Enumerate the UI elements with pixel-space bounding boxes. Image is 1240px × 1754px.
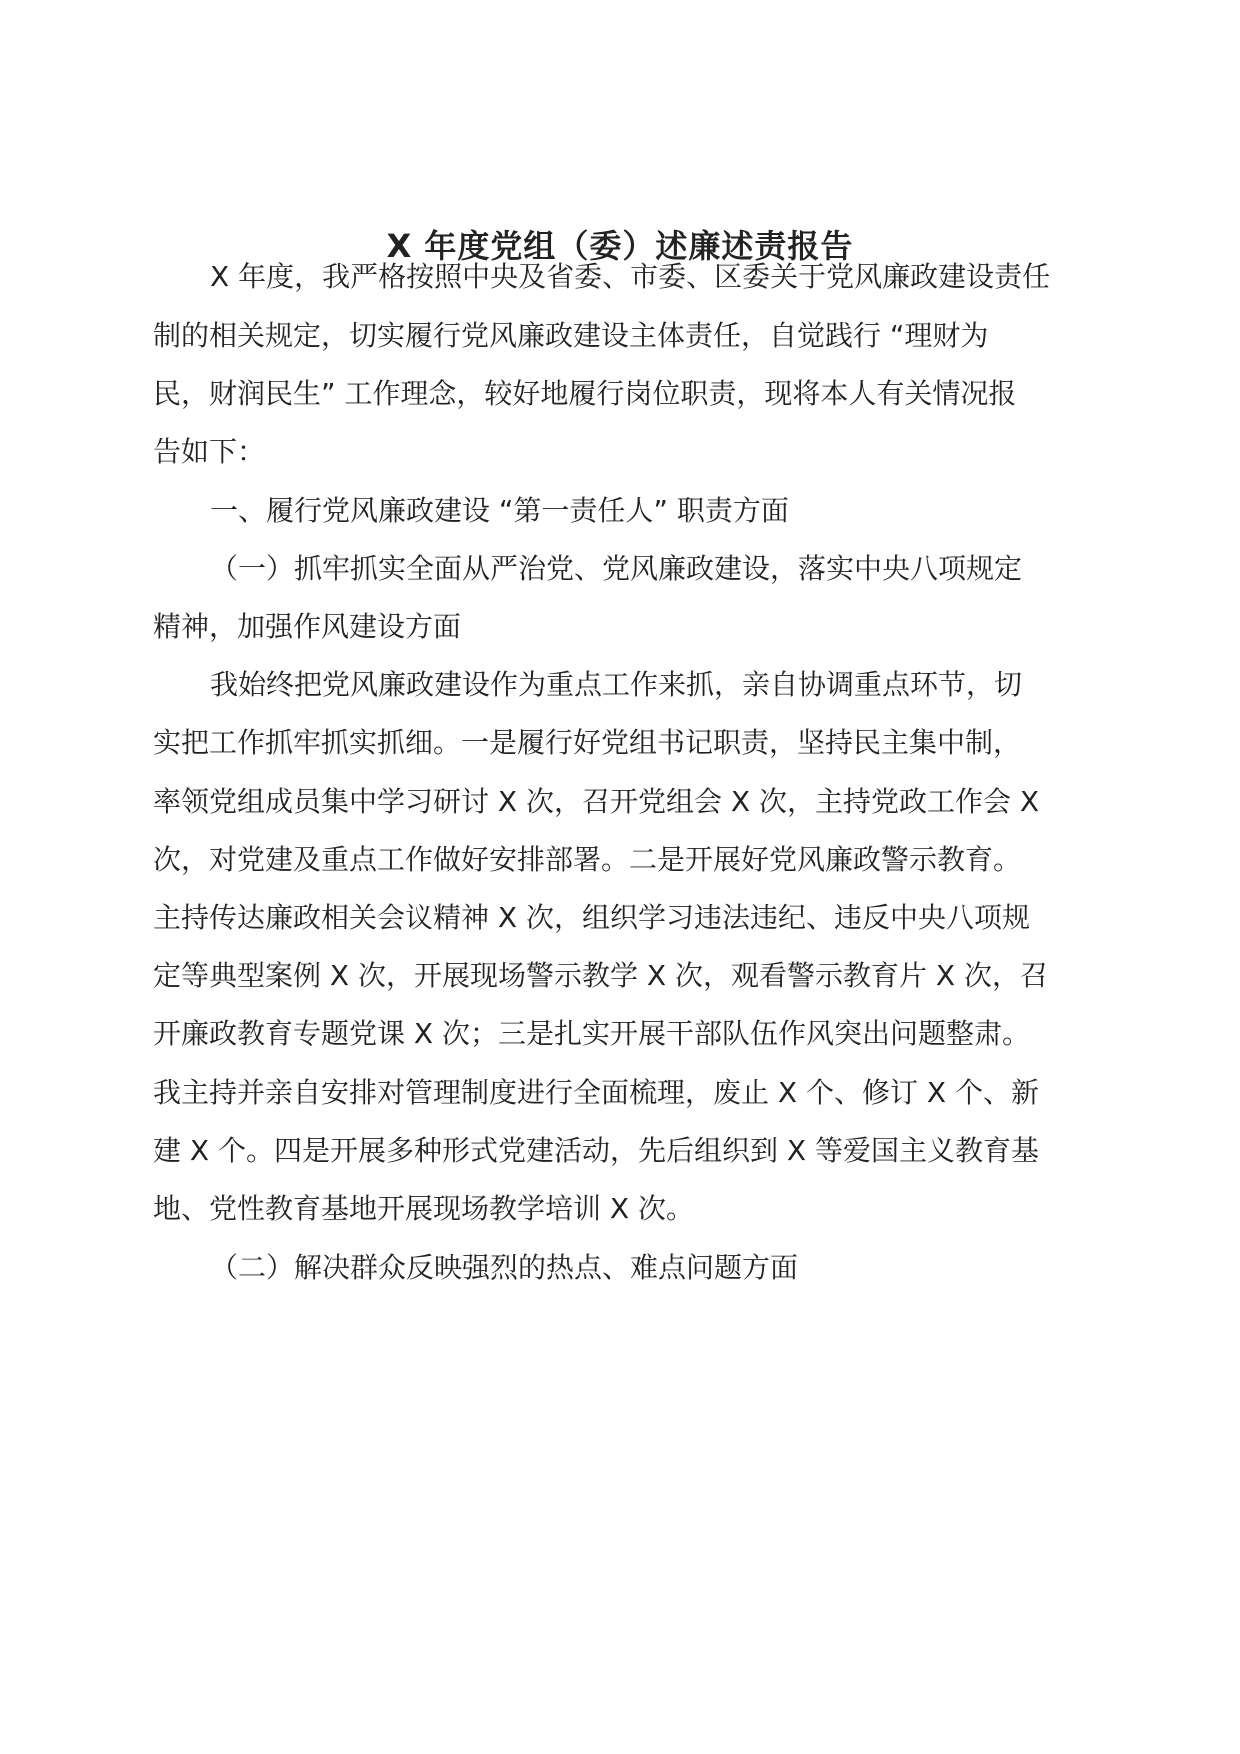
section-heading: 一、履行党风廉政建设 “第一责任人” 职责方面 bbox=[210, 494, 789, 527]
subsection-heading: 精神，加强作风建设方面 bbox=[153, 610, 462, 643]
document-title: X 年度党组（委）述廉述责报告 bbox=[386, 227, 854, 265]
paragraph-line: 实把工作抓牢抓实抓细。一是履行好党组书记职责，坚持民主集中制， bbox=[153, 726, 1022, 759]
paragraph-line: 民，财润民生” 工作理念，较好地履行岗位职责，现将本人有关情况报 bbox=[153, 377, 1017, 410]
paragraph-line: 主持传达廉政相关会议精神 X 次，组织学习违法违纪、违反中央八项规 bbox=[153, 901, 1030, 934]
paragraph-line: 告如下： bbox=[153, 435, 266, 468]
paragraph-line: 建 X 个。四是开展多种形式党建活动，先后组织到 X 等爱国主义教育基 bbox=[153, 1134, 1039, 1167]
paragraph-line: 地、党性教育基地开展现场教学培训 X 次。 bbox=[153, 1192, 694, 1225]
subsection-heading: （二）解决群众反映强烈的热点、难点问题方面 bbox=[210, 1251, 799, 1284]
paragraph-line: 我始终把党风廉政建设作为重点工作来抓，亲自协调重点环节，切 bbox=[210, 668, 1023, 701]
paragraph-line: 率领党组成员集中学习研讨 X 次，召开党组会 X 次，主持党政工作会 X bbox=[153, 785, 1040, 818]
paragraph-line: X 年度，我严格按照中央及省委、市委、区委关于党风廉政建设责任 bbox=[210, 260, 1051, 293]
paragraph-line: 我主持并亲自安排对管理制度进行全面梳理，废止 X 个、修订 X 个、新 bbox=[153, 1076, 1039, 1109]
paragraph-line: 次，对党建及重点工作做好安排部署。二是开展好党风廉政警示教育。 bbox=[153, 843, 1022, 876]
paragraph-line: 制的相关规定，切实履行党风廉政建设主体责任，自觉践行 “理财为 bbox=[153, 319, 989, 352]
paragraph-line: 定等典型案例 X 次，开展现场警示教学 X 次，观看警示教育片 X 次，召 bbox=[153, 959, 1048, 992]
subsection-heading: （一）抓牢抓实全面从严治党、党风廉政建设，落实中央八项规定 bbox=[210, 552, 1023, 585]
paragraph-line: 开廉政教育专题党课 X 次；三是扎实开展干部队伍作风突出问题整肃。 bbox=[153, 1017, 1030, 1050]
